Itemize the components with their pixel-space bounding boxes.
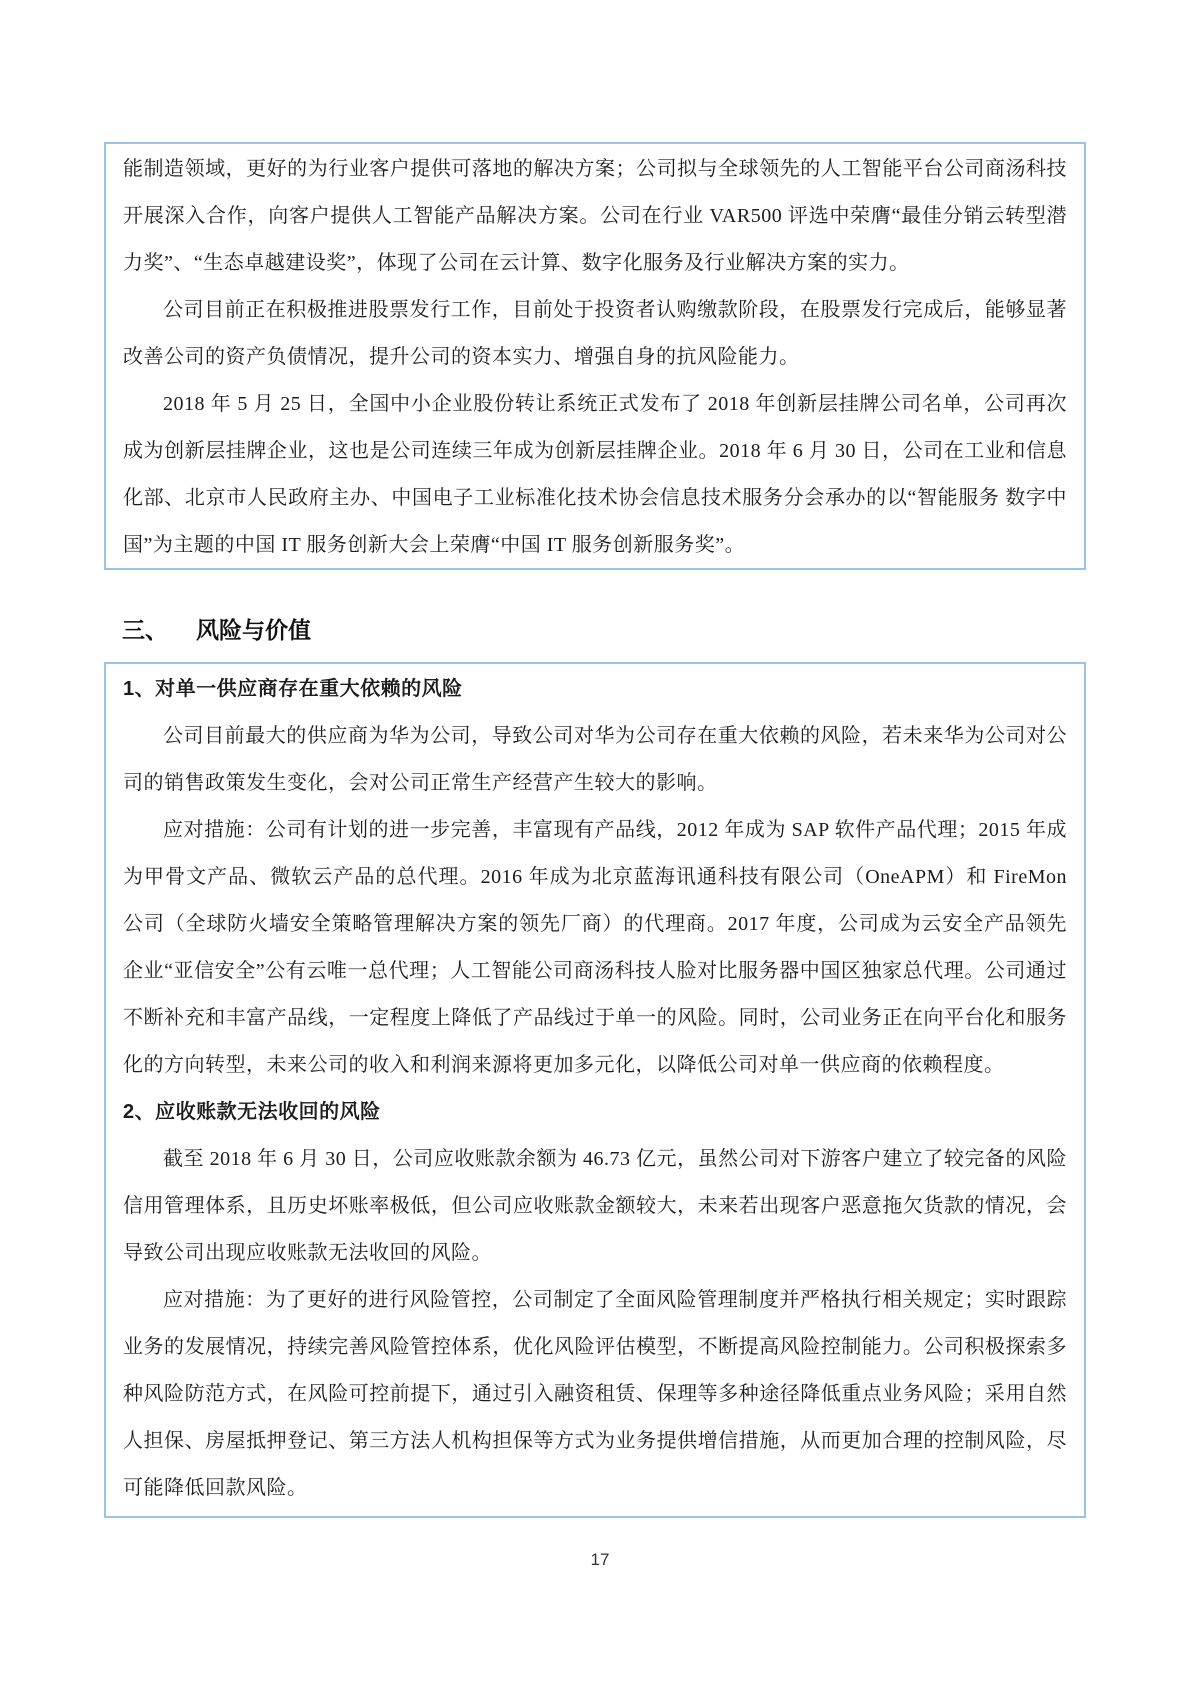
highlights-paragraph: 2018 年 5 月 25 日，全国中小企业股份转让系统正式发布了 2018 年创新层挂牌公司名单，公司再次成为创新层挂牌企业，这也是公司连续三年成为创新层挂牌企业。2018 年 6 月 30 日，公司在工业和信息化部、北京市人民政府主办、中国电子工业标准化技术协会信息技术服务分会承办的以“智能服务 数字中国”为主题的中国 IT 服务创新大会上荣膺“中国 IT 服务创新服务奖”。 — [123, 393, 1067, 556]
page-number: 17 — [590, 1550, 610, 1569]
risk-and-value-box — [104, 662, 1086, 1518]
risk-paragraph: 公司目前最大的供应商为华为公司，导致公司对华为公司存在重大依赖的风险，若未来华为公司对公司的销售政策发生变化，会对公司正常生产经营产生较大的影响。 — [123, 725, 1067, 794]
section-title: 风险与价值 — [196, 617, 311, 643]
company-highlights-box — [104, 142, 1086, 570]
risk-paragraph: 应对措施：公司有计划的进一步完善，丰富现有产品线，2012 年成为 SAP 软件产品代理；2015 年成为甲骨文产品、微软云产品的总代理。2016 年成为北京蓝海讯通科技有限公司（OneAPM）和 FireMon 公司（全球防火墙安全策略管理解决方案的领先厂商）的代理商。2017 年度，公司成为云安全产品领先企业“亚信安全”公有云唯一总代理；人工智能公司商汤科技人脸对比服务器中国区独家总代理。公司通过不断补充和丰富产品线，一定程度上降低了产品线过于单一的风险。同时，公司业务正在向平台化和服务化的方向转型，未来公司的收入和利润来源将更加多元化，以降低公司对单一供应商的依赖程度。 — [123, 819, 1067, 1076]
risk-paragraph: 截至 2018 年 6 月 30 日，公司应收账款余额为 46.73 亿元，虽然公司对下游客户建立了较完备的风险信用管理体系，且历史坏账率极低，但公司应收账款金额较大，未来若出现客户恶意拖欠货款的情况，会导致公司出现应收账款无法收回的风险。 — [123, 1148, 1067, 1264]
highlights-paragraph: 能制造领域，更好的为行业客户提供可落地的解决方案；公司拟与全球领先的人工智能平台公司商汤科技开展深入合作，向客户提供人工智能产品解决方案。公司在行业 VAR500 评选中荣膺“最佳分销云转型潜力奖”、“生态卓越建设奖”，体现了公司在云计算、数字化服务及行业解决方案的实力。 — [123, 158, 1067, 274]
highlights-paragraph: 公司目前正在积极推进股票发行工作，目前处于投资者认购缴款阶段，在股票发行完成后，能够显著改善公司的资产负债情况，提升公司的资本实力、增强自身的抗风险能力。 — [123, 299, 1067, 368]
section-number: 三、 — [122, 617, 168, 643]
risk-item-heading: 1、对单一供应商存在重大依赖的风险 — [123, 678, 463, 700]
risk-paragraph: 应对措施：为了更好的进行风险管控，公司制定了全面风险管理制度并严格执行相关规定；实时跟踪业务的发展情况，持续完善风险管控体系，优化风险评估模型，不断提高风险控制能力。公司积极探索多种风险防范方式，在风险可控前提下，通过引入融资租赁、保理等多种途径降低重点业务风险；采用自然人担保、房屋抵押登记、第三方法人机构担保等方式为业务提供增信措施，从而更加合理的控制风险，尽可能降低回款风险。 — [123, 1289, 1067, 1499]
section-heading — [122, 610, 311, 650]
risk-item-heading: 2、应收账款无法收回的风险 — [123, 1101, 381, 1123]
